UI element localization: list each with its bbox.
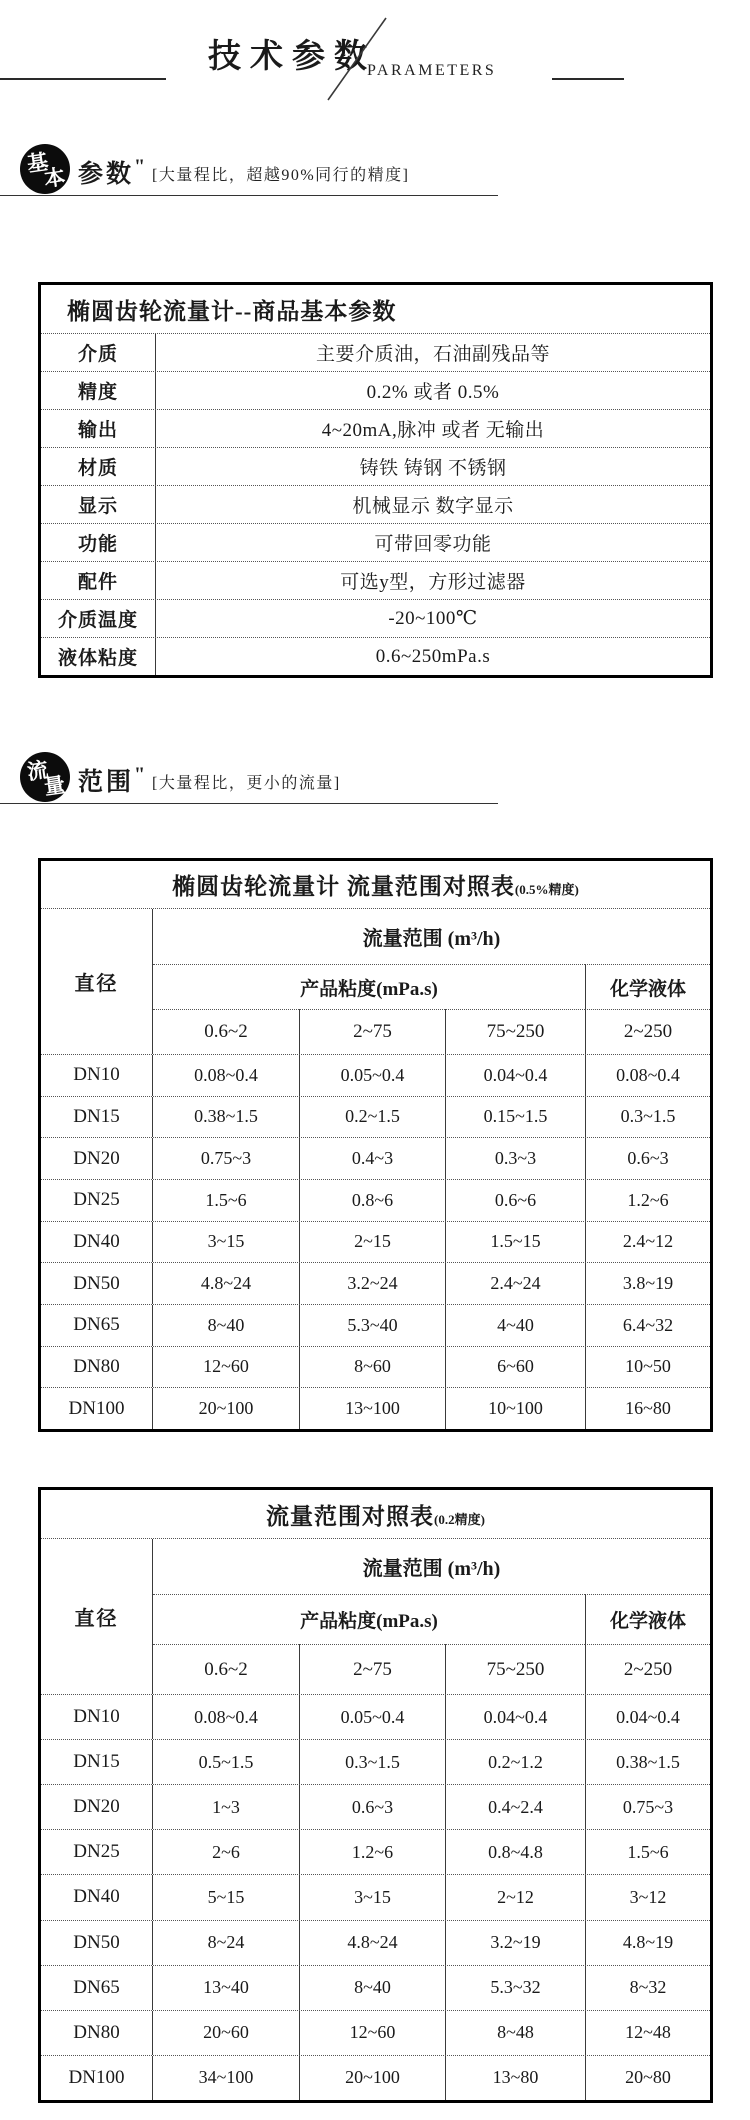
flow-table-row	[41, 1179, 710, 1221]
range-header-cell: 75~250	[445, 1009, 585, 1054]
param-value: 可选y型，方形过滤器	[340, 572, 526, 593]
value-cell: 2~15	[299, 1222, 445, 1263]
value-cell: 0.5~1.5	[198, 1751, 254, 1772]
param-row	[41, 409, 710, 447]
range-header-cell: 2~250	[585, 1009, 710, 1054]
param-label: 配件	[41, 562, 156, 599]
value-cell: 2.4~12	[585, 1222, 710, 1263]
value-cell: 2.4~24	[445, 1263, 585, 1304]
section-title-text: 参数	[78, 161, 135, 188]
value-cell: 0.08~0.4	[194, 1706, 258, 1727]
badge-char: 本	[42, 164, 67, 192]
basic-table-title: 椭圆齿轮流量计--商品基本参数	[67, 298, 397, 324]
param-row	[41, 371, 710, 409]
flow-table-row	[41, 2010, 710, 2055]
dn-cell: DN80	[41, 2011, 153, 2055]
flow-range-header: 流量范围 (m³/h)	[362, 928, 501, 950]
value-cell: 0.38~1.5	[194, 1106, 258, 1127]
flow-table-title-main: 椭圆齿轮流量计 流量范围对照表	[172, 874, 515, 899]
badge-underline	[0, 803, 498, 804]
flow-table-body	[41, 1694, 710, 2100]
value-cell: 8~60	[299, 1347, 445, 1388]
section-badge-flow	[0, 750, 750, 806]
quote-mark: "	[134, 155, 146, 178]
value-cell: 4.8~24	[200, 1273, 252, 1294]
param-value: 0.6~250mPa.s	[375, 645, 491, 667]
page-subtitle: PARAMETERS	[367, 62, 497, 79]
value-cell: 0.4~3	[299, 1138, 445, 1179]
flow-range-table-05	[38, 858, 713, 1432]
value-cell: 5.3~32	[445, 1966, 585, 2010]
value-cell: 1~3	[212, 1796, 240, 1817]
value-cell: 13~40	[203, 1977, 249, 1998]
value-cell: 8~48	[445, 2011, 585, 2055]
flow-table-row	[41, 1054, 710, 1096]
value-cell: 2~12	[445, 1875, 585, 1919]
value-cell: 13~100	[299, 1388, 445, 1429]
header-rule-left	[0, 78, 166, 80]
value-cell: 1.5~6	[585, 1830, 710, 1874]
value-cell: 0.6~3	[299, 1785, 445, 1829]
flow-table-row	[41, 1784, 710, 1829]
value-cell: 8~24	[207, 1932, 245, 1953]
value-cell: 4~40	[445, 1305, 585, 1346]
dn-cell: DN25	[41, 1180, 153, 1221]
value-cell: 0.75~3	[200, 1148, 252, 1169]
value-cell: 3.2~24	[299, 1263, 445, 1304]
dn-cell: DN15	[41, 1097, 153, 1138]
value-cell: 6~60	[445, 1347, 585, 1388]
flow-table-title-note: (0.2精度)	[434, 1511, 485, 1527]
flow-table-row	[41, 1346, 710, 1388]
flow-table-row	[41, 1387, 710, 1429]
dn-cell: DN100	[41, 2056, 153, 2100]
dn-cell: DN10	[41, 1055, 153, 1096]
value-cell: 1.2~6	[299, 1830, 445, 1874]
param-label: 液体粘度	[41, 638, 156, 675]
value-cell: 5~15	[207, 1886, 245, 1907]
badge-char: 基	[25, 149, 50, 177]
flow-table-title-main: 流量范围对照表	[266, 1503, 435, 1529]
param-label: 材质	[41, 448, 156, 485]
viscosity-header: 产品粘度(mPa.s)	[153, 1594, 585, 1644]
value-cell: 0.08~0.4	[194, 1064, 258, 1085]
value-cell: 0.04~0.4	[445, 1055, 585, 1096]
value-cell: 13~80	[445, 2056, 585, 2100]
param-row	[41, 485, 710, 523]
diameter-header: 直径	[41, 909, 153, 1054]
value-cell: 2~6	[212, 1841, 240, 1862]
dn-cell: DN65	[41, 1966, 153, 2010]
flow-table-row	[41, 1829, 710, 1874]
value-cell: 0.08~0.4	[585, 1055, 710, 1096]
badge-char: 量	[42, 772, 67, 800]
value-cell: 6.4~32	[585, 1305, 710, 1346]
dn-cell: DN15	[41, 1740, 153, 1784]
value-cell: 0.75~3	[585, 1785, 710, 1829]
flow-table-row	[41, 1694, 710, 1739]
dn-cell: DN100	[41, 1388, 153, 1429]
section-title	[78, 762, 145, 798]
dn-cell: DN80	[41, 1347, 153, 1388]
param-row	[41, 447, 710, 485]
param-value: 可带回零功能	[374, 534, 492, 555]
value-cell: 0.38~1.5	[585, 1740, 710, 1784]
dn-cell: DN20	[41, 1785, 153, 1829]
flow-table-title-note: (0.5%精度)	[514, 882, 579, 897]
flow-table-row	[41, 1874, 710, 1919]
dn-cell: DN40	[41, 1875, 153, 1919]
value-cell: 1.5~6	[205, 1189, 247, 1210]
dn-cell: DN10	[41, 1695, 153, 1739]
value-cell: 20~100	[299, 2056, 445, 2100]
value-cell: 4.8~19	[585, 1921, 710, 1965]
param-row	[41, 523, 710, 561]
value-cell: 0.05~0.4	[299, 1695, 445, 1739]
param-row	[41, 637, 710, 675]
value-cell: 12~60	[203, 1356, 249, 1377]
range-header-cell: 75~250	[445, 1644, 585, 1694]
value-cell: 0.05~0.4	[299, 1055, 445, 1096]
flow-table-row	[41, 1137, 710, 1179]
value-cell: 0.8~6	[299, 1180, 445, 1221]
flow-table-row	[41, 1096, 710, 1138]
flow-table-row	[41, 1920, 710, 1965]
section-title-text: 范围	[78, 769, 135, 796]
flow-table-header	[41, 908, 710, 1054]
flow-badge-circle-icon	[20, 752, 70, 802]
value-cell: 10~100	[445, 1388, 585, 1429]
flow-range-table-02	[38, 1487, 713, 2103]
dn-cell: DN25	[41, 1830, 153, 1874]
value-cell: 3~12	[585, 1875, 710, 1919]
badge-char: 流	[25, 757, 50, 785]
value-cell: 0.3~3	[445, 1138, 585, 1179]
dn-cell: DN20	[41, 1138, 153, 1179]
value-cell: 8~40	[207, 1314, 245, 1335]
badge-underline	[0, 195, 498, 196]
param-value: 0.2% 或者 0.5%	[366, 382, 500, 403]
value-cell: 0.4~2.4	[445, 1785, 585, 1829]
diameter-header: 直径	[41, 1539, 153, 1694]
basic-badge-circle-icon	[20, 144, 70, 194]
flow-table-row	[41, 1304, 710, 1346]
value-cell: 0.3~1.5	[299, 1740, 445, 1784]
value-cell: 3.8~19	[585, 1263, 710, 1304]
header-rule-right	[552, 78, 624, 80]
param-value: -20~100℃	[388, 608, 478, 629]
param-label: 输出	[41, 410, 156, 447]
value-cell: 1.2~6	[585, 1180, 710, 1221]
value-cell: 0.04~0.4	[445, 1695, 585, 1739]
value-cell: 12~48	[585, 2011, 710, 2055]
value-cell: 8~32	[585, 1966, 710, 2010]
value-cell: 34~100	[198, 2067, 254, 2088]
dn-cell: DN50	[41, 1921, 153, 1965]
chemical-header: 化学液体	[585, 964, 710, 1009]
value-cell: 3~15	[207, 1231, 245, 1252]
param-label: 功能	[41, 524, 156, 561]
param-label: 介质	[41, 334, 156, 371]
value-cell: 0.2~1.5	[299, 1097, 445, 1138]
param-value: 4~20mA,脉冲 或者 无输出	[321, 420, 545, 441]
page-title: 技术参数	[208, 39, 376, 75]
chemical-header: 化学液体	[585, 1594, 710, 1644]
section-title	[78, 154, 145, 190]
quote-mark: "	[134, 763, 146, 786]
param-label: 显示	[41, 486, 156, 523]
flow-table-title	[41, 1490, 710, 1538]
flow-table-header	[41, 1538, 710, 1694]
value-cell: 20~60	[203, 2022, 249, 2043]
param-value: 主要介质油，石油副残品等	[315, 344, 550, 365]
flow-table-row	[41, 1221, 710, 1263]
value-cell: 0.2~1.2	[445, 1740, 585, 1784]
value-cell: 20~80	[585, 2056, 710, 2100]
value-cell: 20~100	[198, 1398, 254, 1419]
param-value: 机械显示 数字显示	[352, 496, 514, 517]
value-cell: 4.8~24	[299, 1921, 445, 1965]
range-header-cell: 0.6~2	[153, 1009, 299, 1054]
param-label: 精度	[41, 372, 156, 409]
dn-cell: DN40	[41, 1222, 153, 1263]
value-cell: 0.8~4.8	[445, 1830, 585, 1874]
range-header-cell: 2~250	[585, 1644, 710, 1694]
slash-divider-icon	[312, 14, 396, 106]
dn-cell: DN65	[41, 1305, 153, 1346]
param-row	[41, 599, 710, 637]
value-cell: 0.04~0.4	[585, 1695, 710, 1739]
range-header-cell: 0.6~2	[153, 1644, 299, 1694]
param-row	[41, 561, 710, 599]
value-cell: 3~15	[299, 1875, 445, 1919]
value-cell: 0.3~1.5	[585, 1097, 710, 1138]
section-tagline: [大量程比，更小的流量]	[152, 775, 341, 792]
viscosity-header: 产品粘度(mPa.s)	[153, 964, 585, 1009]
flow-range-header: 流量范围 (m³/h)	[362, 1558, 501, 1580]
value-cell: 8~40	[299, 1966, 445, 2010]
param-label: 介质温度	[41, 600, 156, 637]
range-header-cell: 2~75	[299, 1644, 445, 1694]
flow-table-row	[41, 1965, 710, 2010]
section-badge-basic	[0, 142, 750, 198]
value-cell: 0.6~3	[585, 1138, 710, 1179]
flow-table-body	[41, 1054, 710, 1429]
value-cell: 0.6~6	[445, 1180, 585, 1221]
page-header	[0, 0, 750, 120]
value-cell: 1.5~15	[445, 1222, 585, 1263]
section-tagline: [大量程比，超越90%同行的精度]	[152, 167, 410, 184]
basic-params-table	[38, 282, 713, 678]
range-header-cell: 2~75	[299, 1009, 445, 1054]
value-cell: 10~50	[585, 1347, 710, 1388]
flow-table-title	[41, 861, 710, 908]
value-cell: 12~60	[299, 2011, 445, 2055]
param-value: 铸铁 铸钢 不锈钢	[359, 458, 507, 479]
value-cell: 16~80	[585, 1388, 710, 1429]
basic-table-body	[41, 333, 710, 675]
value-cell: 0.15~1.5	[445, 1097, 585, 1138]
value-cell: 3.2~19	[445, 1921, 585, 1965]
flow-table-row	[41, 2055, 710, 2100]
param-row	[41, 333, 710, 371]
flow-table-row	[41, 1739, 710, 1784]
value-cell: 5.3~40	[299, 1305, 445, 1346]
dn-cell: DN50	[41, 1263, 153, 1304]
flow-table-row	[41, 1262, 710, 1304]
